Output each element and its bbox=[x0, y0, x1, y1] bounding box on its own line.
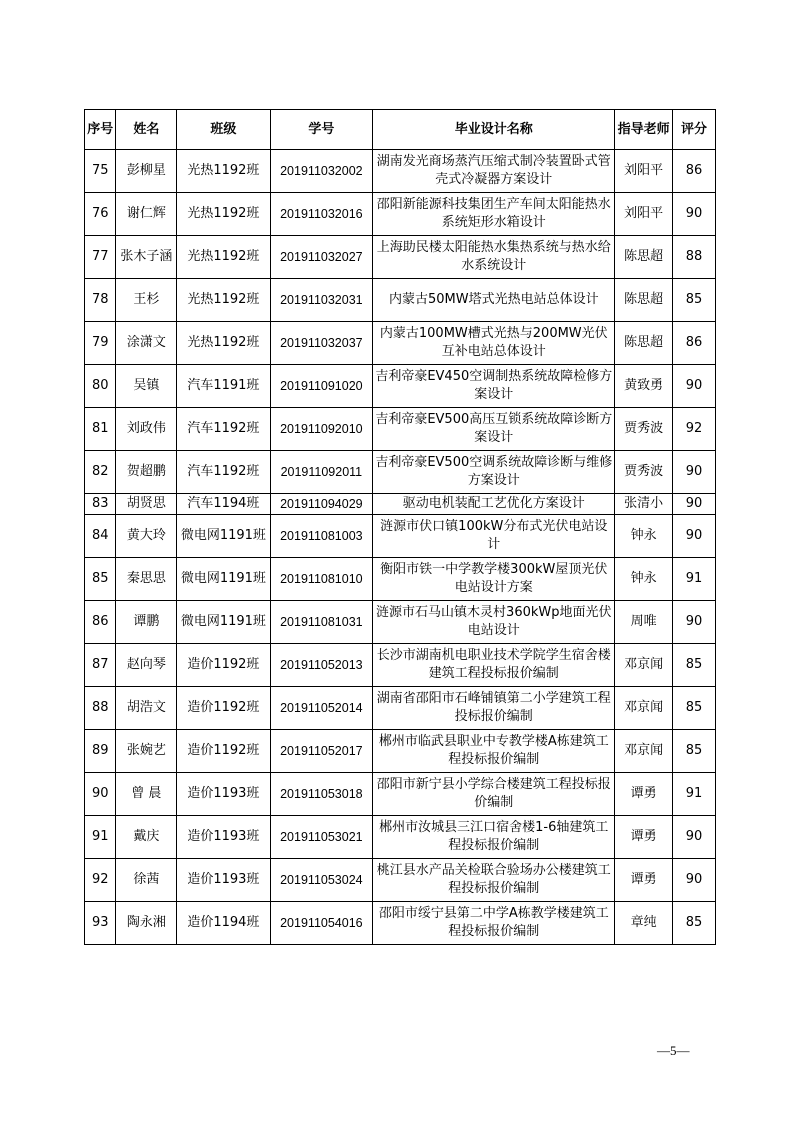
cell-score: 90 bbox=[672, 365, 715, 408]
cell-name: 秦思思 bbox=[116, 558, 177, 601]
cell-score: 90 bbox=[672, 601, 715, 644]
table-row bbox=[85, 773, 716, 816]
col-header-name: 姓名 bbox=[116, 110, 177, 150]
table-row bbox=[85, 730, 716, 773]
cell-title: 湖南省邵阳市石峰铺镇第二小学建筑工程投标报价编制 bbox=[373, 687, 615, 730]
cell-teacher: 谭勇 bbox=[615, 859, 673, 902]
cell-class: 造价1193班 bbox=[177, 859, 270, 902]
cell-title: 长沙市湖南机电职业技术学院学生宿舍楼建筑工程投标报价编制 bbox=[373, 644, 615, 687]
cell-no: 89 bbox=[85, 730, 116, 773]
cell-teacher: 贾秀波 bbox=[615, 451, 673, 494]
cell-class: 光热1192班 bbox=[177, 193, 270, 236]
cell-no: 88 bbox=[85, 687, 116, 730]
cell-title: 内蒙古100MW槽式光热与200MW光伏互补电站总体设计 bbox=[373, 322, 615, 365]
cell-teacher: 陈思超 bbox=[615, 236, 673, 279]
cell-teacher: 钟永 bbox=[615, 515, 673, 558]
cell-student-id: 201911094029 bbox=[270, 494, 373, 515]
cell-title: 郴州市汝城县三江口宿舍楼1-6轴建筑工程投标报价编制 bbox=[373, 816, 615, 859]
cell-title: 郴州市临武县职业中专教学楼A栋建筑工程投标报价编制 bbox=[373, 730, 615, 773]
table-row bbox=[85, 322, 716, 365]
cell-name: 胡浩文 bbox=[116, 687, 177, 730]
cell-no: 78 bbox=[85, 279, 116, 322]
cell-no: 80 bbox=[85, 365, 116, 408]
cell-teacher: 黄致勇 bbox=[615, 365, 673, 408]
cell-no: 93 bbox=[85, 902, 116, 945]
cell-class: 造价1193班 bbox=[177, 773, 270, 816]
cell-teacher: 章纯 bbox=[615, 902, 673, 945]
table-row bbox=[85, 150, 716, 193]
cell-teacher: 张清小 bbox=[615, 494, 673, 515]
cell-teacher: 陈思超 bbox=[615, 279, 673, 322]
cell-score: 88 bbox=[672, 236, 715, 279]
cell-student-id: 201911053021 bbox=[270, 816, 373, 859]
cell-class: 汽车1191班 bbox=[177, 365, 270, 408]
cell-score: 90 bbox=[672, 859, 715, 902]
cell-name: 贺超鹏 bbox=[116, 451, 177, 494]
table-row bbox=[85, 558, 716, 601]
cell-name: 王杉 bbox=[116, 279, 177, 322]
cell-student-id: 201911032027 bbox=[270, 236, 373, 279]
cell-title: 驱动电机装配工艺优化方案设计 bbox=[373, 494, 615, 515]
table-row bbox=[85, 193, 716, 236]
cell-class: 光热1192班 bbox=[177, 322, 270, 365]
table-body bbox=[85, 150, 716, 945]
cell-teacher: 钟永 bbox=[615, 558, 673, 601]
cell-name: 涂潇文 bbox=[116, 322, 177, 365]
cell-score: 90 bbox=[672, 816, 715, 859]
cell-name: 刘政伟 bbox=[116, 408, 177, 451]
cell-class: 微电网1191班 bbox=[177, 601, 270, 644]
cell-name: 黄大玲 bbox=[116, 515, 177, 558]
cell-score: 90 bbox=[672, 515, 715, 558]
cell-score: 85 bbox=[672, 687, 715, 730]
cell-no: 84 bbox=[85, 515, 116, 558]
cell-title: 吉利帝豪EV450空调制热系统故障检修方案设计 bbox=[373, 365, 615, 408]
cell-title: 涟源市石马山镇木灵村360kWp地面光伏电站设计 bbox=[373, 601, 615, 644]
cell-no: 75 bbox=[85, 150, 116, 193]
cell-no: 83 bbox=[85, 494, 116, 515]
cell-teacher: 陈思超 bbox=[615, 322, 673, 365]
table-row bbox=[85, 687, 716, 730]
cell-student-id: 201911052014 bbox=[270, 687, 373, 730]
table-row bbox=[85, 494, 716, 515]
cell-title: 衡阳市铁一中学教学楼300kW屋顶光伏电站设计方案 bbox=[373, 558, 615, 601]
cell-student-id: 201911081003 bbox=[270, 515, 373, 558]
results-table bbox=[84, 109, 716, 945]
cell-student-id: 201911053024 bbox=[270, 859, 373, 902]
cell-name: 胡贤思 bbox=[116, 494, 177, 515]
cell-class: 造价1192班 bbox=[177, 730, 270, 773]
cell-teacher: 贾秀波 bbox=[615, 408, 673, 451]
cell-name: 吴镇 bbox=[116, 365, 177, 408]
cell-student-id: 201911054016 bbox=[270, 902, 373, 945]
col-header-teacher: 指导老师 bbox=[615, 110, 673, 150]
cell-class: 造价1193班 bbox=[177, 816, 270, 859]
cell-class: 光热1192班 bbox=[177, 236, 270, 279]
page-number: —5— bbox=[657, 1043, 690, 1058]
cell-student-id: 201911032031 bbox=[270, 279, 373, 322]
cell-student-id: 201911032016 bbox=[270, 193, 373, 236]
cell-class: 造价1192班 bbox=[177, 644, 270, 687]
cell-student-id: 201911053018 bbox=[270, 773, 373, 816]
cell-no: 81 bbox=[85, 408, 116, 451]
cell-no: 85 bbox=[85, 558, 116, 601]
table-row bbox=[85, 279, 716, 322]
cell-student-id: 201911092010 bbox=[270, 408, 373, 451]
cell-student-id: 201911032002 bbox=[270, 150, 373, 193]
cell-class: 光热1192班 bbox=[177, 279, 270, 322]
cell-teacher: 邓京闻 bbox=[615, 644, 673, 687]
cell-teacher: 刘阳平 bbox=[615, 150, 673, 193]
cell-teacher: 谭勇 bbox=[615, 773, 673, 816]
cell-score: 86 bbox=[672, 322, 715, 365]
table-row bbox=[85, 644, 716, 687]
cell-title: 上海助民楼太阳能热水集热系统与热水给水系统设计 bbox=[373, 236, 615, 279]
cell-class: 汽车1194班 bbox=[177, 494, 270, 515]
table-row bbox=[85, 515, 716, 558]
cell-student-id: 201911092011 bbox=[270, 451, 373, 494]
cell-no: 92 bbox=[85, 859, 116, 902]
cell-no: 76 bbox=[85, 193, 116, 236]
cell-title: 吉利帝豪EV500空调系统故障诊断与维修方案设计 bbox=[373, 451, 615, 494]
table-row bbox=[85, 902, 716, 945]
cell-student-id: 201911052013 bbox=[270, 644, 373, 687]
cell-score: 85 bbox=[672, 644, 715, 687]
table-row bbox=[85, 816, 716, 859]
cell-no: 86 bbox=[85, 601, 116, 644]
cell-student-id: 201911091020 bbox=[270, 365, 373, 408]
cell-teacher: 邓京闻 bbox=[615, 687, 673, 730]
cell-title: 邵阳新能源科技集团生产车间太阳能热水系统矩形水箱设计 bbox=[373, 193, 615, 236]
cell-class: 微电网1191班 bbox=[177, 558, 270, 601]
cell-score: 86 bbox=[672, 150, 715, 193]
cell-name: 张木子涵 bbox=[116, 236, 177, 279]
table-row bbox=[85, 236, 716, 279]
cell-no: 91 bbox=[85, 816, 116, 859]
cell-no: 79 bbox=[85, 322, 116, 365]
cell-name: 谢仁辉 bbox=[116, 193, 177, 236]
cell-teacher: 刘阳平 bbox=[615, 193, 673, 236]
cell-title: 内蒙古50MW塔式光热电站总体设计 bbox=[373, 279, 615, 322]
cell-class: 造价1192班 bbox=[177, 687, 270, 730]
cell-title: 邵阳市绥宁县第二中学A栋教学楼建筑工程投标报价编制 bbox=[373, 902, 615, 945]
cell-title: 涟源市伏口镇100kW分布式光伏电站设计 bbox=[373, 515, 615, 558]
table-row bbox=[85, 601, 716, 644]
cell-no: 87 bbox=[85, 644, 116, 687]
cell-class: 造价1194班 bbox=[177, 902, 270, 945]
cell-score: 85 bbox=[672, 730, 715, 773]
cell-teacher: 邓京闻 bbox=[615, 730, 673, 773]
cell-score: 85 bbox=[672, 279, 715, 322]
cell-score: 91 bbox=[672, 773, 715, 816]
cell-teacher: 谭勇 bbox=[615, 816, 673, 859]
col-header-id: 学号 bbox=[270, 110, 373, 150]
col-header-title: 毕业设计名称 bbox=[373, 110, 615, 150]
cell-name: 陶永湘 bbox=[116, 902, 177, 945]
cell-title: 湖南发光商场蒸汽压缩式制冷装置卧式管壳式冷凝器方案设计 bbox=[373, 150, 615, 193]
cell-no: 90 bbox=[85, 773, 116, 816]
cell-title: 邵阳市新宁县小学综合楼建筑工程投标报价编制 bbox=[373, 773, 615, 816]
cell-title: 吉利帝豪EV500高压互锁系统故障诊断方案设计 bbox=[373, 408, 615, 451]
table-row bbox=[85, 451, 716, 494]
cell-name: 徐茜 bbox=[116, 859, 177, 902]
col-header-score: 评分 bbox=[672, 110, 715, 150]
cell-no: 82 bbox=[85, 451, 116, 494]
cell-title: 桃江县水产品关检联合验场办公楼建筑工程投标报价编制 bbox=[373, 859, 615, 902]
cell-name: 张婉艺 bbox=[116, 730, 177, 773]
cell-name: 谭鹏 bbox=[116, 601, 177, 644]
cell-score: 91 bbox=[672, 558, 715, 601]
cell-student-id: 201911081031 bbox=[270, 601, 373, 644]
cell-name: 赵向琴 bbox=[116, 644, 177, 687]
cell-no: 77 bbox=[85, 236, 116, 279]
cell-name: 戴庆 bbox=[116, 816, 177, 859]
cell-student-id: 201911052017 bbox=[270, 730, 373, 773]
col-header-no: 序号 bbox=[85, 110, 116, 150]
cell-student-id: 201911081010 bbox=[270, 558, 373, 601]
cell-name: 曾 晨 bbox=[116, 773, 177, 816]
cell-score: 90 bbox=[672, 193, 715, 236]
table-row bbox=[85, 408, 716, 451]
cell-student-id: 201911032037 bbox=[270, 322, 373, 365]
cell-class: 汽车1192班 bbox=[177, 451, 270, 494]
cell-score: 85 bbox=[672, 902, 715, 945]
cell-score: 90 bbox=[672, 451, 715, 494]
col-header-class: 班级 bbox=[177, 110, 270, 150]
table-row bbox=[85, 365, 716, 408]
cell-score: 90 bbox=[672, 494, 715, 515]
cell-score: 92 bbox=[672, 408, 715, 451]
cell-class: 微电网1191班 bbox=[177, 515, 270, 558]
cell-class: 汽车1192班 bbox=[177, 408, 270, 451]
cell-teacher: 周唯 bbox=[615, 601, 673, 644]
cell-name: 彭柳星 bbox=[116, 150, 177, 193]
table-row bbox=[85, 859, 716, 902]
header-row bbox=[85, 110, 716, 150]
cell-class: 光热1192班 bbox=[177, 150, 270, 193]
